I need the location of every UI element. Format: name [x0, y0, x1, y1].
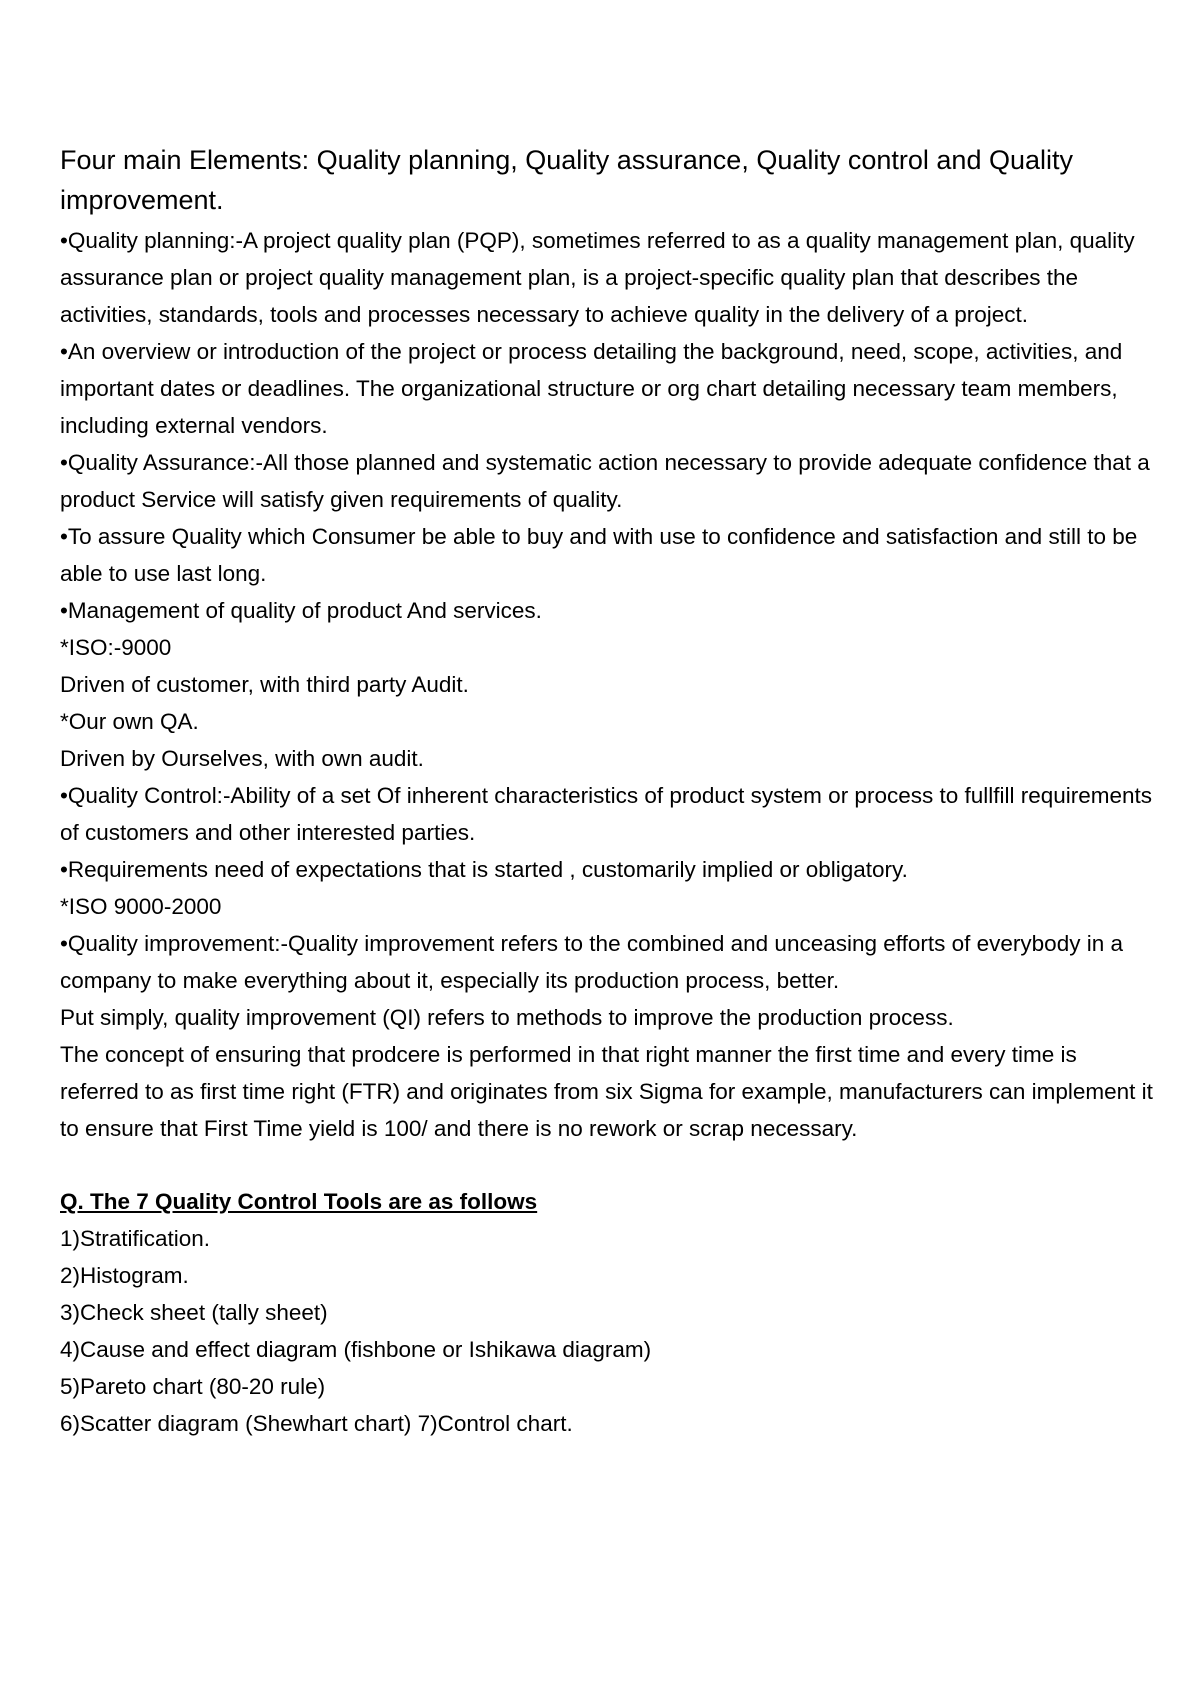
document-heading: Four main Elements: Quality planning, Quality assurance, Quality control and Quality improvement. [60, 145, 1073, 215]
section-title: Q. The 7 Quality Control Tools are as follows [60, 1189, 538, 1214]
tools-list [60, 1220, 1160, 1442]
paragraph-management: •Management of quality of product And services. [60, 598, 542, 623]
paragraph-iso-9000: *ISO:-9000 [60, 635, 172, 660]
paragraph-first-time-right: The concept of ensuring that prodcere is performed in that right manner the first time and every time is referred to as first time right (FTR) and originates from six Sigma for example, manufacturers can implement it to ensure that First Time yield is 100/ and there is no rework or scrap necessary. [60, 1042, 1153, 1141]
paragraph-quality-control: •Quality Control:-Ability of a set Of inherent characteristics of product system or process to fullfill requirements of customers and other interested parties. [60, 783, 1153, 845]
paragraph-iso-9000-2000: *ISO 9000-2000 [60, 894, 222, 919]
paragraph-assure-quality: •To assure Quality which Consumer be able to buy and with use to confidence and satisfaction and still to be able to use last long. [60, 524, 1138, 586]
paragraph-quality-assurance: •Quality Assurance:-All those planned and systematic action necessary to provide adequate confidence that a product Service will satisfy given requirements of quality. [60, 450, 1150, 512]
paragraph-own-qa: *Our own QA. [60, 709, 199, 734]
list-item: 3)Check sheet (tally sheet) [60, 1300, 328, 1325]
section-spacer [60, 1147, 1160, 1183]
paragraph-driven-customer: Driven of customer, with third party Audit. [60, 672, 469, 697]
paragraph-driven-ourselves: Driven by Ourselves, with own audit. [60, 746, 424, 771]
list-item: 5)Pareto chart (80-20 rule) [60, 1374, 326, 1399]
paragraph-put-simply: Put simply, quality improvement (QI) refers to methods to improve the production process. [60, 1005, 954, 1030]
list-item: 2)Histogram. [60, 1263, 189, 1288]
list-item: 4)Cause and effect diagram (fishbone or Ishikawa diagram) [60, 1337, 652, 1362]
paragraph-overview: •An overview or introduction of the project or process detailing the background, need, scope, activities, and important dates or deadlines. The organizational structure or org chart detailing necessary team members, including external vendors. [60, 339, 1123, 438]
document-page [60, 140, 1160, 1442]
list-item: 6)Scatter diagram (Shewhart chart) 7)Control chart. [60, 1411, 573, 1436]
paragraph-quality-improvement: •Quality improvement:-Quality improvement refers to the combined and unceasing efforts of everybody in a company to make everything about it, especially its production process, better. [60, 931, 1123, 993]
paragraph-quality-planning: •Quality planning:-A project quality plan (PQP), sometimes referred to as a quality management plan, quality assurance plan or project quality management plan, is a project-specific quality plan that describes the activities, standards, tools and processes necessary to achieve quality in the delivery of a project. [60, 228, 1135, 327]
list-item: 1)Stratification. [60, 1226, 211, 1251]
document-body [60, 222, 1160, 1147]
paragraph-requirements: •Requirements need of expectations that is started , customarily implied or obligatory. [60, 857, 908, 882]
